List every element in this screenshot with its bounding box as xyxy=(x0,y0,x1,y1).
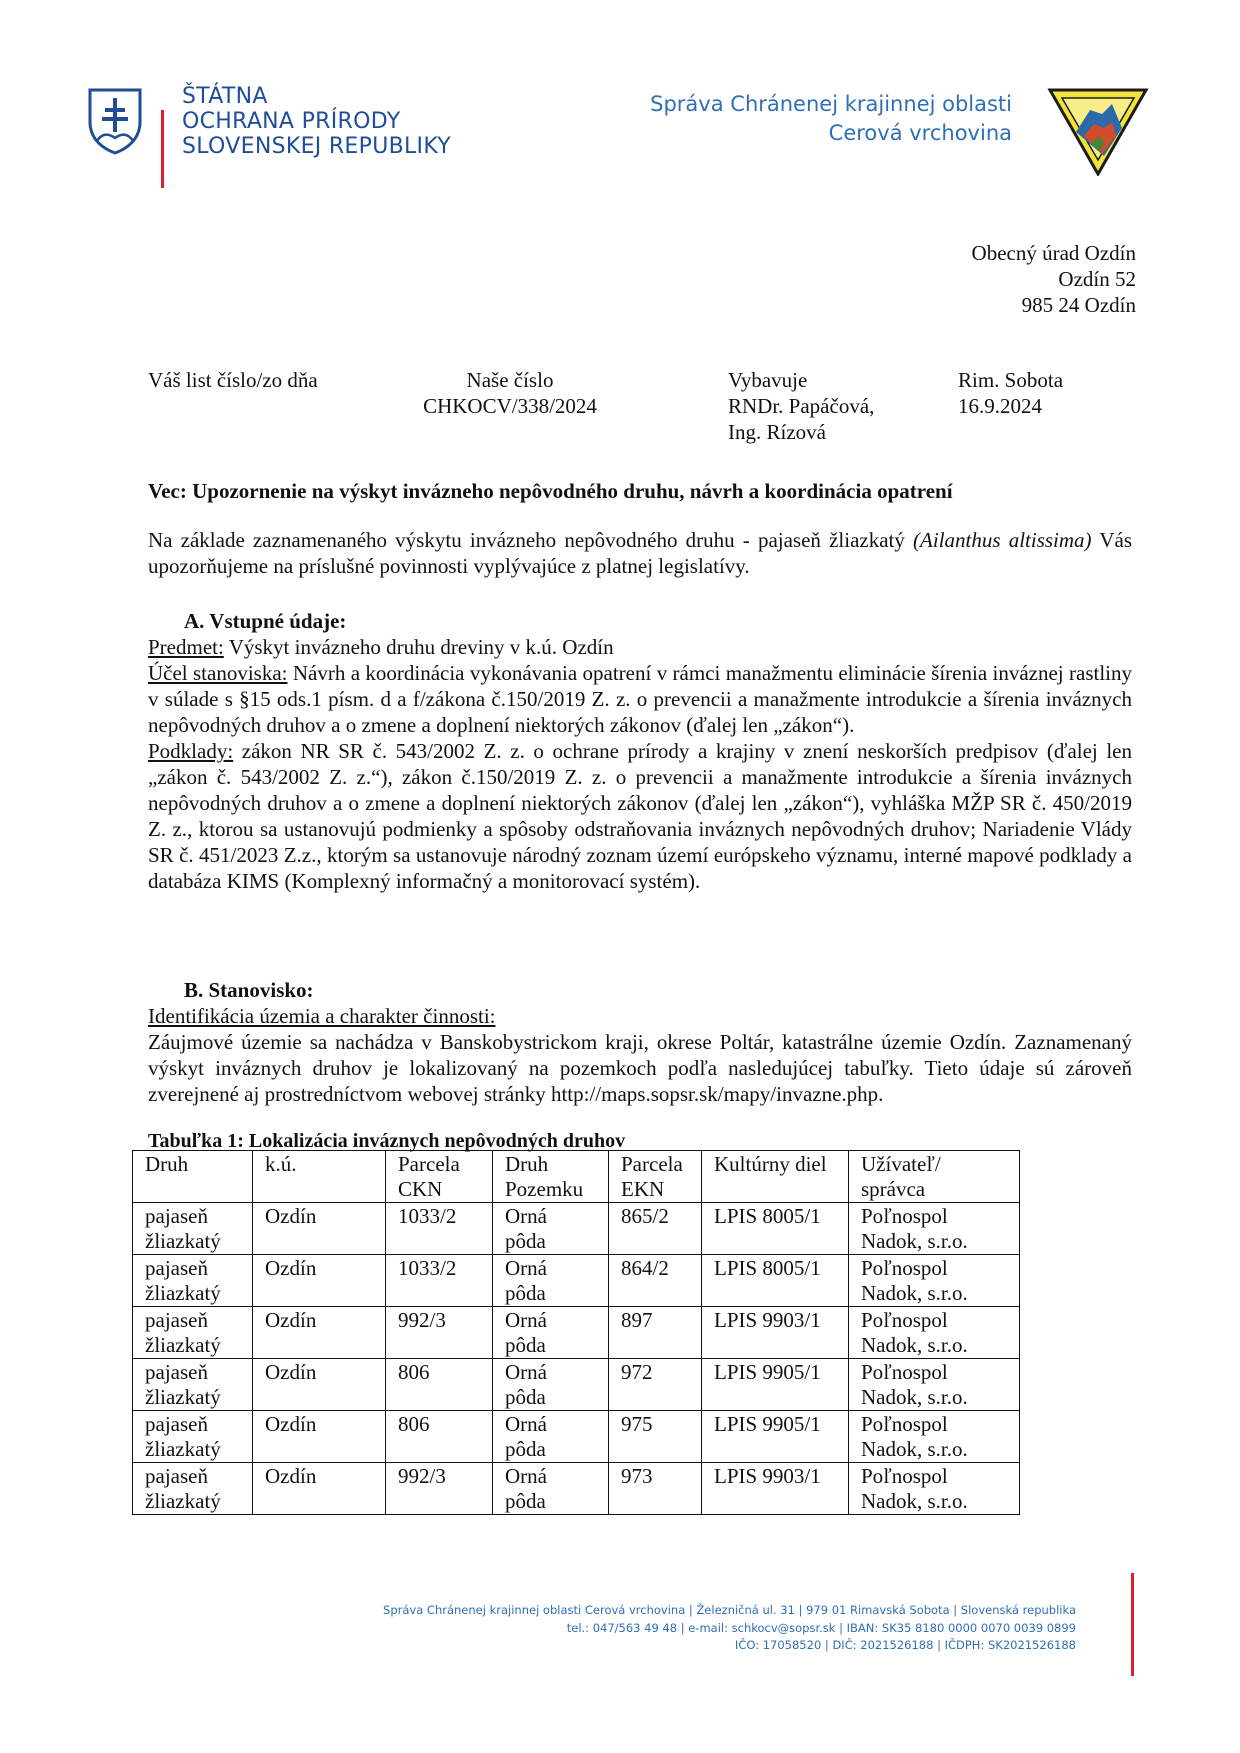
addressee-line: Ozdín 52 xyxy=(1058,267,1136,291)
footer-line: Správa Chránenej krajinnej oblasti Cerová vrchovina | Železničná ul. 31 | 979 01 Rimavská Sobota | Slovenská republika xyxy=(383,1603,1076,1617)
your-letter-label: Váš list číslo/zo dňa xyxy=(148,368,318,392)
organization-name xyxy=(182,84,451,159)
org-name-line: SLOVENSKEJ REPUBLIKY xyxy=(182,134,452,159)
cell-ku: Ozdín xyxy=(253,1307,386,1359)
header-divider xyxy=(161,110,164,188)
section-a-heading: A. Vstupné údaje: xyxy=(184,609,347,633)
table-row xyxy=(133,1411,1020,1463)
place: Rim. Sobota xyxy=(958,368,1064,392)
ucel-text: Návrh a koordinácia vykonávania opatrení v rámci manažmentu eliminácie šírenia inváznej rastliny v súlade s §15 ods.1 písm. d a f/zákona č.150/2019 Z. z. o prevencii a manažmente introdukcie a šírenia inváznych nepôvodných druhov a o zmene a doplnení niektorých zákonov (ďalej len „zákon“). xyxy=(148,661,1132,737)
table-caption: Tabuľka 1: Lokalizácia inváznych nepôvodných druhov xyxy=(148,1130,626,1152)
administration-name xyxy=(600,90,1012,148)
handled-by-label: Vybavuje xyxy=(728,368,808,392)
cell-uzivatel: Poľnospol Nadok, s.r.o. xyxy=(849,1359,1020,1411)
intro-paragraph xyxy=(148,527,1132,579)
cell-ku: Ozdín xyxy=(253,1359,386,1411)
cell-druh-pozemku: Orná pôda xyxy=(493,1255,609,1307)
footer-line: tel.: 047/563 49 48 | e-mail: schkocv@sopsr.sk | IBAN: SK35 8180 0000 0070 0039 0899 xyxy=(566,1620,1076,1635)
invasive-species-table xyxy=(132,1150,1020,1515)
cell-druh: pajaseň žliazkatý xyxy=(133,1411,253,1463)
cell-parcela-ckn: 1033/2 xyxy=(386,1203,493,1255)
handled-by-name: RNDr. Papáčová, xyxy=(728,394,875,418)
addressee-line: 985 24 Ozdín xyxy=(1021,293,1136,317)
ident-label: Identifikácia územia a charakter činnosti: xyxy=(148,1004,496,1028)
footer-divider xyxy=(1131,1573,1134,1676)
cell-druh-pozemku: Orná pôda xyxy=(493,1411,609,1463)
cell-ku: Ozdín xyxy=(253,1463,386,1515)
cell-ku: Ozdín xyxy=(253,1203,386,1255)
subject-line: Vec: Upozornenie na výskyt invázneho nepôvodného druhu, návrh a koordinácia opatrení xyxy=(148,479,953,503)
section-b-body xyxy=(148,1003,1132,1107)
cell-parcela-ckn: 806 xyxy=(386,1411,493,1463)
cell-druh-pozemku: Orná pôda xyxy=(493,1307,609,1359)
cell-parcela-ekn: 865/2 xyxy=(609,1203,702,1255)
cell-kulturny-diel: LPIS 9905/1 xyxy=(702,1411,849,1463)
column-header: k.ú. xyxy=(253,1151,386,1203)
our-number-block xyxy=(410,367,610,419)
predmet-text: Výskyt invázneho druhu dreviny v k.ú. Ozdín xyxy=(223,635,614,659)
cell-druh-pozemku: Orná pôda xyxy=(493,1203,609,1255)
cell-uzivatel: Poľnospol Nadok, s.r.o. xyxy=(849,1463,1020,1515)
cell-ku: Ozdín xyxy=(253,1411,386,1463)
column-header: Parcela CKN xyxy=(386,1151,493,1203)
table-row xyxy=(133,1307,1020,1359)
handled-by-name: Ing. Rízová xyxy=(728,420,826,444)
predmet-label: Predmet: xyxy=(148,635,224,659)
podklady-text: zákon NR SR č. 543/2002 Z. z. o ochrane prírody a krajiny v znení neskorších predpisov (ďalej len „zákon č. 543/2002 Z. z.“), zákon č.150/2019 Z. z. o prevencii a manažmente introdukcie a šírenia inváznych nepôvodných druhov a o zmene a doplnení niektorých zákonov (ďalej len „zákon“), vyhláška MŽP SR č. 450/2019 Z. z., ktorou sa ustanovujú podmienky a spôsoby odstraňovania inváznych nepôvodných druhov; Nariadenie Vlády SR č. 451/2023 Z.z., ktorým sa ustanovuje národný zoznam území európskeho významu, interné mapové podklady a databáza KIMS (Komplexný informačný a monitorovací systém). xyxy=(148,739,1132,893)
cell-parcela-ekn: 897 xyxy=(609,1307,702,1359)
cell-uzivatel: Poľnospol Nadok, s.r.o. xyxy=(849,1411,1020,1463)
cell-parcela-ekn: 972 xyxy=(609,1359,702,1411)
reference-row xyxy=(0,367,1240,447)
intro-text: Na základe zaznamenaného výskytu invázneho nepôvodného druhu - pajaseň žliazkatý xyxy=(148,528,914,552)
column-header: Kultúrny diel xyxy=(702,1151,849,1203)
cell-kulturny-diel: LPIS 8005/1 xyxy=(702,1203,849,1255)
cell-parcela-ckn: 806 xyxy=(386,1359,493,1411)
cell-kulturny-diel: LPIS 9903/1 xyxy=(702,1463,849,1515)
column-header: Druh Pozemku xyxy=(493,1151,609,1203)
section-a-body xyxy=(148,634,1132,894)
cell-parcela-ckn: 1033/2 xyxy=(386,1255,493,1307)
date: 16.9.2024 xyxy=(958,394,1042,418)
column-header: Druh xyxy=(133,1151,253,1203)
ident-text: Záujmové územie sa nachádza v Banskobystrickom kraji, okrese Poltár, katastrálne územie Ozdín. Zaznamenaný výskyt inváznych druhov je lokalizovaný na pozemkoch podľa nasledujúcej tabuľky. Tieto údaje sú zároveň zverejnené aj prostredníctvom webovej stránky http://maps.sopsr.sk/mapy/invazne.php. xyxy=(148,1030,1132,1106)
latin-name: (Ailanthus altissima) xyxy=(913,528,1092,552)
table-row xyxy=(133,1359,1020,1411)
cell-kulturny-diel: LPIS 9905/1 xyxy=(702,1359,849,1411)
cell-uzivatel: Poľnospol Nadok, s.r.o. xyxy=(849,1255,1020,1307)
addressee-line: Obecný úrad Ozdín xyxy=(971,241,1136,265)
admin-name-line: Správa Chránenej krajinnej oblasti xyxy=(650,92,1012,116)
table-row xyxy=(133,1203,1020,1255)
cell-druh: pajaseň žliazkatý xyxy=(133,1255,253,1307)
our-number-label: Naše číslo xyxy=(466,368,554,392)
cell-druh: pajaseň žliazkatý xyxy=(133,1359,253,1411)
protected-area-badge-logo xyxy=(1046,84,1150,176)
cell-ku: Ozdín xyxy=(253,1255,386,1307)
our-number: CHKOCV/338/2024 xyxy=(423,394,597,418)
table-header-row xyxy=(133,1151,1020,1203)
table-row xyxy=(133,1463,1020,1515)
cell-parcela-ckn: 992/3 xyxy=(386,1307,493,1359)
cell-kulturny-diel: LPIS 8005/1 xyxy=(702,1255,849,1307)
cell-druh-pozemku: Orná pôda xyxy=(493,1359,609,1411)
cell-parcela-ekn: 864/2 xyxy=(609,1255,702,1307)
table-row xyxy=(133,1255,1020,1307)
ucel-label: Účel stanoviska: xyxy=(148,661,288,685)
cell-uzivatel: Poľnospol Nadok, s.r.o. xyxy=(849,1203,1020,1255)
cell-kulturny-diel: LPIS 9903/1 xyxy=(702,1307,849,1359)
cell-druh-pozemku: Orná pôda xyxy=(493,1463,609,1515)
footer-line: IČO: 17058520 | DIČ: 2021526188 | IČDPH: SK2021526188 xyxy=(734,1638,1076,1652)
cell-parcela-ekn: 973 xyxy=(609,1463,702,1515)
intro-text: Vás upozorňujeme na príslušné povinnosti vyplývajúce z platnej legislatívy. xyxy=(148,528,1133,578)
admin-name-line: Cerová vrchovina xyxy=(828,121,1012,145)
cell-druh: pajaseň žliazkatý xyxy=(133,1203,253,1255)
podklady-label: Podklady: xyxy=(148,739,234,763)
addressee-block xyxy=(800,240,1136,318)
cell-druh: pajaseň žliazkatý xyxy=(133,1463,253,1515)
footer-contact xyxy=(300,1602,1076,1655)
org-name-line: ŠTÁTNA xyxy=(182,84,268,109)
handled-by-block xyxy=(728,367,874,445)
column-header: Parcela EKN xyxy=(609,1151,702,1203)
column-header: Užívateľ/ správca xyxy=(849,1151,1020,1203)
cell-uzivatel: Poľnospol Nadok, s.r.o. xyxy=(849,1307,1020,1359)
slovak-crest-logo xyxy=(86,86,144,156)
section-b-heading: B. Stanovisko: xyxy=(184,978,314,1002)
cell-parcela-ekn: 975 xyxy=(609,1411,702,1463)
cell-parcela-ckn: 992/3 xyxy=(386,1463,493,1515)
cell-druh: pajaseň žliazkatý xyxy=(133,1307,253,1359)
place-date-block xyxy=(958,367,1063,419)
org-name-line: OCHRANA PRÍRODY xyxy=(182,109,401,134)
